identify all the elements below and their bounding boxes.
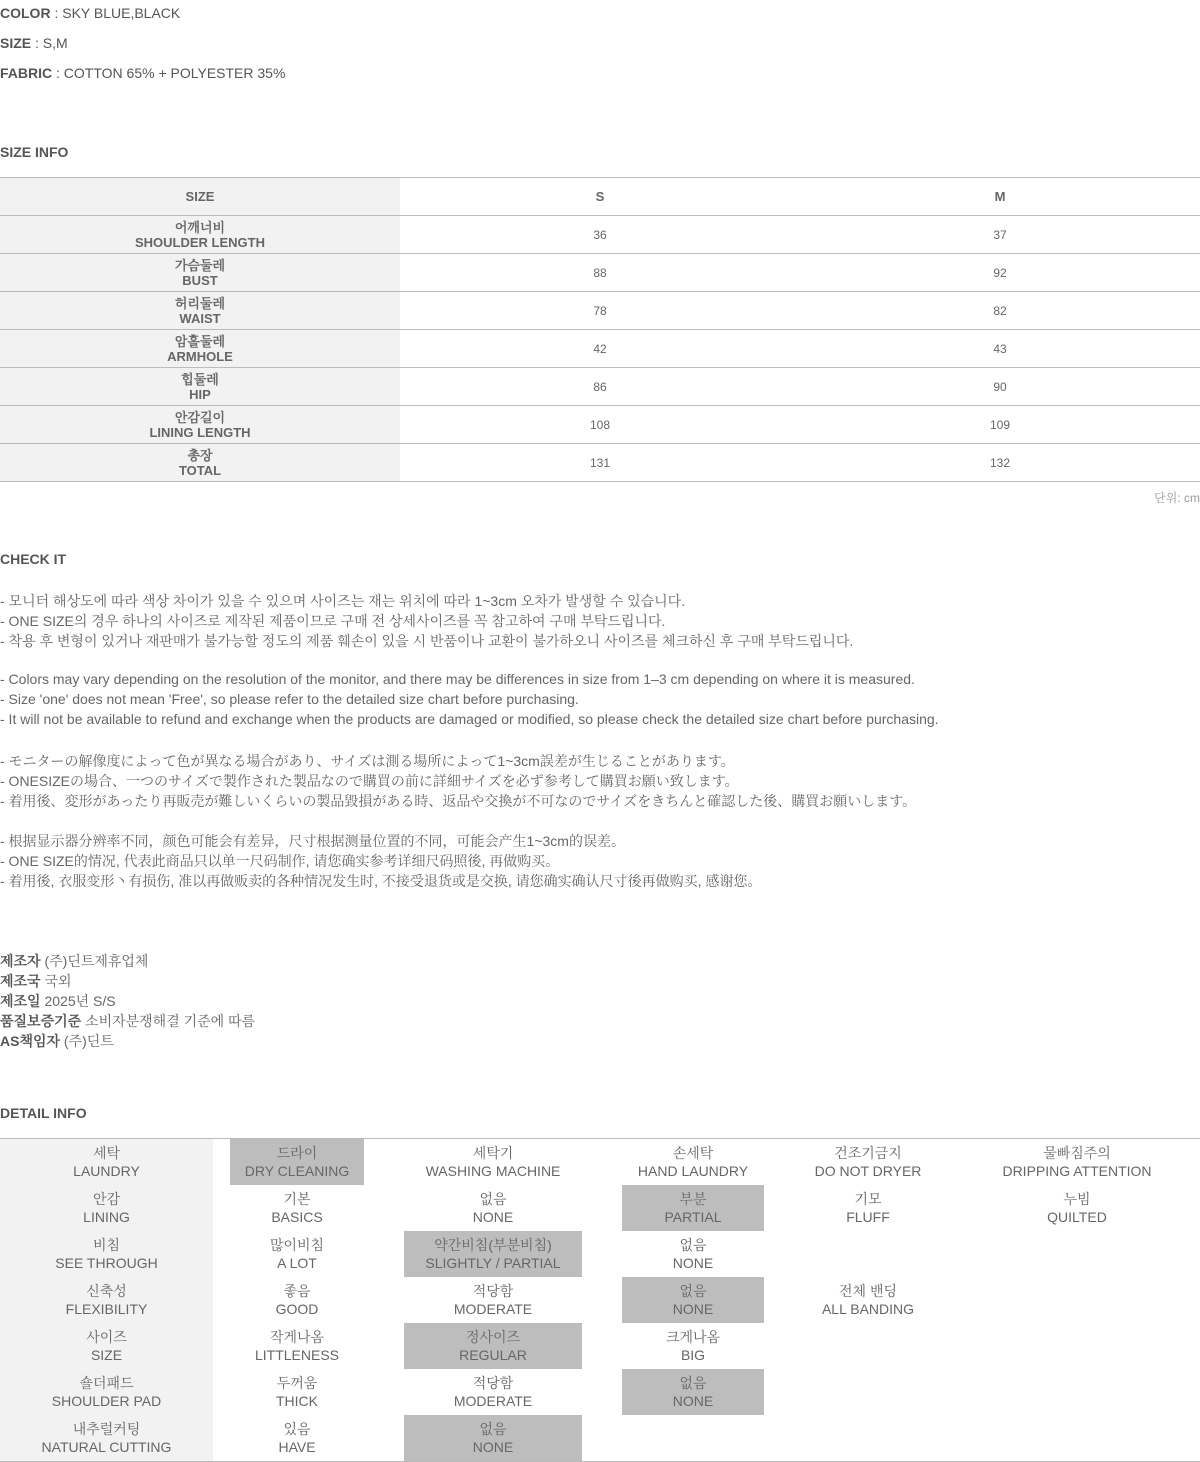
- size-row-label: [0, 368, 400, 405]
- note-line: - 根据显示器分辨率不同，颜色可能会有差异，尺寸根据测量位置的不同，可能会产生1~3cm的误差。: [0, 833, 625, 849]
- option-en: QUILTED: [1047, 1209, 1107, 1225]
- option-ko: 누빔: [1063, 1191, 1091, 1207]
- size-header-label: [0, 178, 400, 215]
- detail-option: [230, 1185, 364, 1231]
- option-en: FLUFF: [846, 1209, 890, 1225]
- detail-option: [404, 1139, 582, 1185]
- size-value-s: [400, 292, 800, 329]
- size-row-label: [0, 406, 400, 443]
- product-info-row: [0, 991, 116, 1011]
- option-ko: 적당함: [472, 1283, 514, 1299]
- label-ko: 총장: [187, 447, 213, 463]
- detail-option-selected: [404, 1323, 582, 1369]
- option-ko: 두꺼움: [276, 1375, 318, 1391]
- detail-row-label: [0, 1139, 213, 1185]
- option-ko: 부분: [679, 1191, 707, 1207]
- header-text: SIZE: [185, 188, 215, 204]
- size-value-s: [400, 368, 800, 405]
- label-en: HIP: [189, 386, 211, 402]
- option-ko: 물빠짐주의: [1043, 1145, 1111, 1161]
- header-text: S: [595, 188, 605, 204]
- detail-option: [786, 1185, 950, 1231]
- size-row-label: [0, 254, 400, 291]
- detail-option: [230, 1277, 364, 1323]
- option-ko: 있음: [283, 1421, 311, 1437]
- note-line: - ONE SIZE의 경우 하나의 사이즈로 제작된 제품이므로 구매 전 상세사이즈를 꼭 참고하여 구매 부탁드립니다.: [0, 613, 666, 629]
- label-ko: 신축성: [86, 1283, 127, 1299]
- option-ko: 좋음: [283, 1283, 311, 1299]
- table-row-rule: [0, 481, 1200, 482]
- label-en: SHOULDER PAD: [51, 1393, 162, 1409]
- option-en: ALL BANDING: [821, 1301, 915, 1317]
- option-en: DRIPPING ATTENTION: [1002, 1163, 1152, 1179]
- option-en: REGULAR: [459, 1347, 527, 1363]
- option-en: LITTLENESS: [254, 1347, 340, 1363]
- option-en: MODERATE: [453, 1393, 533, 1409]
- option-en: DO NOT DRYER: [814, 1163, 922, 1179]
- option-en: BIG: [680, 1347, 706, 1363]
- option-ko: 손세탁: [672, 1145, 714, 1161]
- spec-color: [0, 5, 180, 21]
- label-en: SIZE: [90, 1347, 123, 1363]
- note-line: - Colors may vary depending on the resolution of the monitor, and there may be differences in size from 1–3 cm depending on where it is measured.: [0, 671, 915, 687]
- option-ko: 드라이: [276, 1145, 318, 1161]
- option-en: NONE: [472, 1209, 514, 1225]
- size-row-label: [0, 216, 400, 253]
- detail-option: [404, 1185, 582, 1231]
- size-value-m: [800, 368, 1200, 405]
- size-value-s: [400, 330, 800, 367]
- size-header-s: [400, 178, 800, 215]
- detail-option-selected: [404, 1415, 582, 1461]
- detail-option: [955, 1185, 1199, 1231]
- product-info-label: 제조국: [0, 973, 41, 989]
- option-ko: 없음: [679, 1375, 707, 1391]
- spec-value: : S,M: [31, 35, 68, 51]
- label-ko: 허리둘레: [174, 295, 226, 311]
- note-line: - 착용 후 변형이 있거나 재판매가 불가능할 정도의 제품 훼손이 있을 시 반품이나 교환이 불가하오니 사이즈를 체크하신 후 구매 부탁드립니다.: [0, 633, 854, 649]
- note-line: - It will not be available to refund and exchange when the products are damaged or modified, so please check the detailed size chart before purchasing.: [0, 711, 939, 727]
- size-value-m: [800, 330, 1200, 367]
- label-ko: 세탁: [92, 1145, 121, 1161]
- note-line: - Size 'one' does not mean 'Free', so please refer to the detailed size chart before purchasing.: [0, 691, 579, 707]
- detail-option-selected: [622, 1277, 764, 1323]
- option-ko: 정사이즈: [465, 1329, 521, 1345]
- option-ko: 없음: [679, 1237, 707, 1253]
- detail-option: [622, 1139, 764, 1185]
- detail-option: [404, 1277, 582, 1323]
- value-text: 132: [989, 455, 1011, 470]
- value-text: 92: [993, 265, 1007, 280]
- detail-info-title: DETAIL INFO: [0, 1105, 87, 1121]
- detail-option: [622, 1323, 764, 1369]
- product-info-value: 소비자분쟁해결 기준에 따름: [81, 1013, 256, 1029]
- product-info-label: AS책임자: [0, 1033, 61, 1049]
- label-ko: 안감길이: [174, 409, 226, 425]
- label-en: FLEXIBILITY: [65, 1301, 148, 1317]
- value-text: 88: [593, 265, 607, 280]
- label-ko: 내추럴커팅: [72, 1421, 141, 1437]
- note-line: - 모니터 해상도에 따라 색상 차이가 있을 수 있으며 사이즈는 재는 위치에 따라 1~3cm 오차가 발생할 수 있습니다.: [0, 593, 686, 609]
- label-en: LINING LENGTH: [149, 424, 251, 440]
- detail-option: [230, 1231, 364, 1277]
- value-text: 37: [993, 227, 1007, 242]
- product-info-label: 품질보증기준: [0, 1013, 82, 1029]
- size-value-m: [800, 406, 1200, 443]
- size-info-title: SIZE INFO: [0, 144, 69, 160]
- option-ko: 작게나옴: [269, 1329, 325, 1345]
- value-text: 86: [593, 379, 607, 394]
- product-info-row: [0, 1011, 255, 1031]
- detail-option: [404, 1369, 582, 1415]
- value-text: 78: [593, 303, 607, 318]
- label-ko: 숄더패드: [79, 1375, 134, 1391]
- detail-option: [230, 1323, 364, 1369]
- label-ko: 어깨너비: [174, 219, 226, 235]
- label-en: WAIST: [179, 310, 221, 326]
- detail-option-selected: [230, 1139, 364, 1185]
- spec-label: FABRIC: [0, 65, 53, 81]
- option-en: DRY CLEANING: [244, 1163, 350, 1179]
- product-info-value: 국외: [40, 973, 72, 989]
- product-info-label: 제조자: [0, 953, 41, 969]
- detail-option: [230, 1369, 364, 1415]
- check-it-title: CHECK IT: [0, 551, 67, 567]
- size-value-m: [800, 292, 1200, 329]
- size-value-m: [800, 216, 1200, 253]
- product-info-label: 제조일: [0, 993, 41, 1009]
- size-header-m: [800, 178, 1200, 215]
- option-en: MODERATE: [453, 1301, 533, 1317]
- product-info-value: (주)딘트제휴업체: [40, 953, 149, 969]
- label-ko: 가슴둘레: [174, 257, 226, 273]
- detail-option-selected: [622, 1369, 764, 1415]
- value-text: 43: [993, 341, 1007, 356]
- size-value-m: [800, 254, 1200, 291]
- size-value-s: [400, 254, 800, 291]
- product-info-row: [0, 1031, 114, 1051]
- detail-option-selected: [404, 1231, 582, 1277]
- label-en: SHOULDER LENGTH: [135, 234, 265, 250]
- option-en: PARTIAL: [664, 1209, 722, 1225]
- spec-fabric: [0, 65, 285, 81]
- option-en: BASICS: [271, 1209, 323, 1225]
- option-ko: 없음: [479, 1421, 507, 1437]
- option-en: GOOD: [275, 1301, 319, 1317]
- size-value-m: [800, 444, 1200, 481]
- size-value-s: [400, 406, 800, 443]
- spec-value: : COTTON 65% + POLYESTER 35%: [52, 65, 286, 81]
- label-ko: 사이즈: [86, 1329, 127, 1345]
- spec-label: SIZE: [0, 35, 32, 51]
- option-en: NONE: [672, 1301, 714, 1317]
- detail-option: [786, 1139, 950, 1185]
- note-line: - 着用後、変形があったり再販売が難しいくらいの製品毀損がある時、返品や交換が不可なのでサイズをきちんと確認した後、購買お願いします。: [0, 793, 917, 809]
- option-ko: 없음: [679, 1283, 707, 1299]
- detail-row-label: [0, 1231, 213, 1277]
- note-line: - ONE SIZE的情况, 代表此商品只以单一尺码制作, 请您确实参考详细尺码照後, 再做购买。: [0, 853, 560, 869]
- option-en: NONE: [672, 1393, 714, 1409]
- option-en: WASHING MACHINE: [425, 1163, 561, 1179]
- option-en: NONE: [672, 1255, 714, 1271]
- header-text: M: [994, 188, 1006, 204]
- size-value-s: [400, 216, 800, 253]
- size-row-label: [0, 444, 400, 481]
- value-text: 82: [993, 303, 1007, 318]
- label-en: NATURAL CUTTING: [41, 1439, 172, 1455]
- label-en: BUST: [182, 272, 218, 288]
- option-ko: 약간비침(부분비침): [434, 1237, 552, 1253]
- option-en: A LOT: [277, 1255, 317, 1271]
- label-ko: 비침: [92, 1237, 121, 1253]
- label-ko: 암홀둘레: [174, 333, 226, 349]
- option-ko: 기모: [854, 1191, 882, 1207]
- value-text: 108: [589, 417, 611, 432]
- value-text: 131: [589, 455, 611, 470]
- label-en: ARMHOLE: [167, 348, 233, 364]
- option-en: NONE: [472, 1439, 514, 1455]
- option-en: SLIGHTLY / PARTIAL: [425, 1255, 561, 1271]
- spec-value: : SKY BLUE,BLACK: [50, 5, 181, 21]
- product-info-value: 2025년 S/S: [40, 993, 116, 1009]
- label-en: SEE THROUGH: [55, 1255, 158, 1271]
- unit-note: 단위: cm: [1154, 491, 1200, 505]
- detail-option-selected: [622, 1185, 764, 1231]
- detail-row-label: [0, 1369, 213, 1415]
- option-en: THICK: [276, 1393, 318, 1409]
- detail-option: [230, 1415, 364, 1461]
- detail-row-label: [0, 1277, 213, 1323]
- product-info-value: (주)딘트: [60, 1033, 114, 1049]
- note-line: - モニターの解像度によって色が異なる場合があり、サイズは測る場所によって1~3cm誤差が生じることがあります。: [0, 753, 735, 769]
- product-info-row: [0, 971, 72, 991]
- option-ko: 적당함: [472, 1375, 514, 1391]
- product-info-row: [0, 951, 148, 971]
- option-ko: 크게나옴: [665, 1329, 721, 1345]
- label-ko: 안감: [92, 1191, 121, 1207]
- detail-option: [786, 1277, 950, 1323]
- option-ko: 많이비침: [269, 1237, 325, 1253]
- note-line: - ONESIZEの場合、一つのサイズで製作された製品なので購買の前に詳細サイズを必ず参考して購買お願い致します。: [0, 773, 739, 789]
- label-en: LAUNDRY: [73, 1163, 140, 1179]
- label-en: LINING: [83, 1209, 130, 1225]
- detail-row-label: [0, 1185, 213, 1231]
- label-en: TOTAL: [178, 462, 222, 478]
- option-ko: 세탁기: [472, 1145, 514, 1161]
- detail-option: [955, 1139, 1199, 1185]
- note-line: - 着用後, 衣服变形丶有损伤, 准以再做贩卖的各种情况发生时, 不接受退货或是交换, 请您确实确认尺寸後再做购买, 感谢您。: [0, 873, 762, 889]
- size-row-label: [0, 330, 400, 367]
- option-en: HAVE: [278, 1439, 316, 1455]
- value-text: 42: [593, 341, 607, 356]
- label-ko: 힙둘레: [181, 371, 219, 387]
- value-text: 36: [593, 227, 607, 242]
- spec-size: [0, 35, 68, 51]
- option-ko: 건조기금지: [834, 1145, 902, 1161]
- option-ko: 전체 밴딩: [839, 1283, 897, 1299]
- value-text: 109: [989, 417, 1011, 432]
- option-en: HAND LAUNDRY: [637, 1163, 749, 1179]
- detail-row-label: [0, 1323, 213, 1369]
- option-ko: 없음: [479, 1191, 507, 1207]
- option-ko: 기본: [283, 1191, 311, 1207]
- detail-option: [622, 1231, 764, 1277]
- spec-label: COLOR: [0, 5, 51, 21]
- size-row-label: [0, 292, 400, 329]
- detail-row-label: [0, 1415, 213, 1461]
- size-value-s: [400, 444, 800, 481]
- value-text: 90: [993, 379, 1007, 394]
